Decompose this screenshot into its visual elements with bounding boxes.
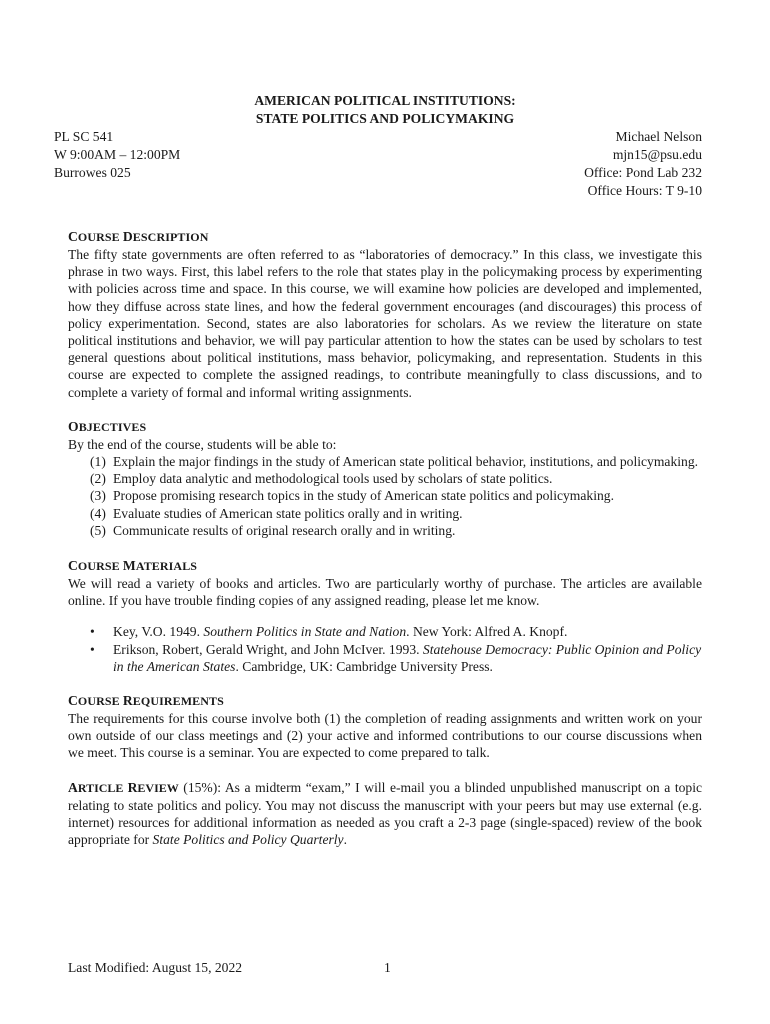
book-list [68, 623, 702, 675]
page-footer [68, 960, 702, 980]
page-number: 1 [384, 960, 391, 975]
list-item: (5) Communicate results of original research orally and in writing. [90, 522, 456, 538]
materials-text: We will read a variety of books and articles. Two are particularly worthy of purchase. The articles are available online. If you have trouble finding copies of any assigned reading, please let me know. [68, 576, 702, 609]
course-requirements-section [68, 692, 702, 762]
instructor-office: Office: Pond Lab 232 [584, 165, 702, 180]
list-item: (3) Propose promising research topics in the study of American state politics and policymaking. [90, 488, 614, 504]
list-item: (2) Employ data analytic and methodological tools used by scholars of state politics. [90, 471, 553, 487]
article-review-label: ARTICLE REVIEW [68, 779, 179, 795]
instructor-email: mjn15@psu.edu [612, 147, 702, 162]
course-header [54, 128, 702, 212]
objectives-list [68, 453, 702, 539]
course-time: W 9:00AM – 12:00PM [54, 147, 181, 162]
course-room: Burrowes 025 [54, 165, 131, 180]
list-item: (1) Explain the major findings in the study of American state political behavior, institutions, and policymaking. [90, 454, 699, 470]
instructor-hours: Office Hours: T 9-10 [587, 183, 702, 198]
list-item: • Erikson, Robert, Gerald Wright, and John McIver. 1993. Statehouse Democracy: Public Opinion and Policy in the American States. Cambridge, UK: Cambridge University Press. [90, 641, 702, 674]
course-description-section [68, 228, 702, 401]
title-line-1: AMERICAN POLITICAL INSTITUTIONS: [254, 93, 516, 108]
journal-title: State Politics and Policy Quarterly [152, 832, 344, 848]
list-item: (4) Evaluate studies of American state politics orally and in writing. [90, 505, 463, 521]
instructor-info [584, 128, 702, 200]
course-materials-section [68, 557, 702, 675]
list-item: • Key, V.O. 1949. Southern Politics in State and Nation. New York: Alfred A. Knopf. [90, 624, 568, 640]
syllabus-page [54, 92, 702, 848]
objectives-intro: By the end of the course, students will be able to: [68, 436, 337, 452]
section-heading: COURSE MATERIALS [68, 558, 198, 574]
section-heading: COURSE DESCRIPTION [68, 229, 209, 244]
article-review-text: ARTICLE REVIEW (15%): As a midterm “exam,” I will e-mail you a blinded unpublished manuscript on a topic relating to state politics and policy. You may not discuss the manuscript with your peers but may use external (e.g. internet) resources for additional information as needed as you craft a 2-3 page (single-spaced) review of the book appropriate for State Politics and Policy Quarterly. [68, 779, 702, 848]
description-text: The fifty state governments are often referred to as “laboratories of democracy.” In this class, we investigate this phrase in two ways. First, this label refers to the role that states play in the policymaking process by experimenting with policies across time and space. In this course, we will examine how policies are developed and implemented, how they diffuse across state lines, and how the federal government encourages (and discourages) this process of policy experimentation. Second, states are also laboratories for scholars. As we review the literature on state political institutions and behavior, we will pay particular attention to how the states can be used by scholars to test general questions about political institutions, mass behavior, policymaking, and representation. Students in this course are expected to complete the assigned readings, to contribute meaningfully to class discussions, and to complete a variety of formal and informal writing assignments. [68, 247, 702, 400]
requirements-text: The requirements for this course involve both (1) the completion of reading assignments and written work on your own outside of our class meetings and (2) your active and informed contributions to our course discussions when we meet. This course is a seminar. You are expected to come prepared to talk. [68, 711, 702, 761]
instructor-name: Michael Nelson [615, 129, 702, 144]
document-title [68, 92, 702, 128]
article-review-section [68, 779, 702, 849]
course-number: PL SC 541 [54, 129, 114, 144]
objectives-section [68, 418, 702, 539]
section-heading: COURSE REQUIREMENTS [68, 693, 224, 709]
title-line-2: STATE POLITICS AND POLICYMAKING [255, 111, 515, 126]
course-info [54, 128, 180, 182]
section-heading: OBJECTIVES [68, 418, 147, 434]
last-modified: Last Modified: August 15, 2022 [68, 960, 243, 975]
